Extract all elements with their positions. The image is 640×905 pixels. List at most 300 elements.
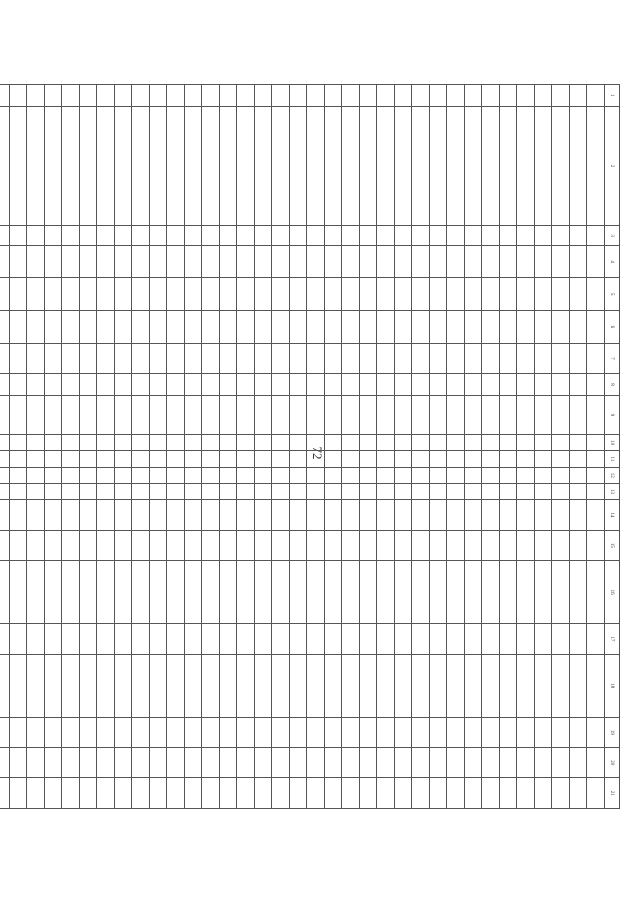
table-cell xyxy=(535,435,553,451)
table-cell xyxy=(342,435,360,451)
table-cell xyxy=(167,717,185,747)
table-cell xyxy=(132,343,150,373)
table-cell xyxy=(255,451,273,467)
table-cell xyxy=(500,106,518,226)
table-cell xyxy=(27,624,45,654)
table-cell xyxy=(517,278,535,311)
table-cell xyxy=(290,500,308,530)
table-cell xyxy=(395,483,413,499)
table-row xyxy=(535,85,553,809)
table-cell xyxy=(482,245,500,278)
table-cell xyxy=(220,85,238,107)
table-cell xyxy=(342,748,360,778)
table-cell xyxy=(447,530,465,560)
table-cell xyxy=(325,624,343,654)
table-cell xyxy=(500,311,518,344)
table-cell xyxy=(482,106,500,226)
column-number-header: 1 xyxy=(605,85,620,107)
table-cell xyxy=(395,654,413,717)
table-cell xyxy=(10,245,28,278)
table-cell xyxy=(535,467,553,483)
table-cell xyxy=(360,748,378,778)
table-cell xyxy=(10,717,28,747)
table-cell xyxy=(360,778,378,809)
table-cell xyxy=(202,778,220,809)
table-cell xyxy=(587,278,605,311)
table-cell xyxy=(570,467,588,483)
table-cell xyxy=(535,561,553,624)
table-cell xyxy=(395,85,413,107)
table-cell xyxy=(377,530,395,560)
table-cell xyxy=(500,226,518,246)
table-cell xyxy=(500,483,518,499)
table-cell xyxy=(202,226,220,246)
table-cell xyxy=(430,245,448,278)
table-cell xyxy=(552,343,570,373)
table-cell xyxy=(307,395,325,434)
table-cell xyxy=(465,226,483,246)
table-cell xyxy=(80,245,98,278)
table-cell xyxy=(307,530,325,560)
table-cell xyxy=(237,778,255,809)
table-cell xyxy=(255,530,273,560)
table-cell xyxy=(150,278,168,311)
table-cell xyxy=(570,451,588,467)
table-cell xyxy=(535,624,553,654)
column-number-header: 10 xyxy=(605,435,620,451)
column-number-row xyxy=(605,85,620,809)
table-cell xyxy=(517,483,535,499)
table-cell xyxy=(587,624,605,654)
table-cell xyxy=(290,311,308,344)
column-number-header: 20 xyxy=(605,748,620,778)
table-cell xyxy=(360,343,378,373)
table-row xyxy=(272,85,290,809)
table-cell xyxy=(360,467,378,483)
table-row xyxy=(97,85,115,809)
table-cell xyxy=(115,467,133,483)
table-cell xyxy=(465,245,483,278)
table-cell xyxy=(307,624,325,654)
column-number-header: 12 xyxy=(605,467,620,483)
table-cell xyxy=(447,654,465,717)
table-cell xyxy=(290,451,308,467)
table-cell xyxy=(80,226,98,246)
table-cell xyxy=(395,624,413,654)
table-cell xyxy=(237,530,255,560)
table-cell xyxy=(500,654,518,717)
table-cell xyxy=(500,85,518,107)
table-cell xyxy=(202,343,220,373)
table-cell xyxy=(45,311,63,344)
table-cell xyxy=(10,624,28,654)
table-cell xyxy=(465,654,483,717)
table-cell xyxy=(132,483,150,499)
table-cell xyxy=(447,395,465,434)
table-cell xyxy=(167,395,185,434)
table-cell xyxy=(80,435,98,451)
table-cell xyxy=(0,561,10,624)
table-cell xyxy=(535,85,553,107)
table-cell xyxy=(0,343,10,373)
table-cell xyxy=(27,343,45,373)
table-cell xyxy=(535,245,553,278)
table-cell xyxy=(0,467,10,483)
table-cell xyxy=(587,778,605,809)
table-cell xyxy=(167,311,185,344)
table-cell xyxy=(150,395,168,434)
table-cell xyxy=(255,395,273,434)
table-cell xyxy=(27,85,45,107)
table-row xyxy=(185,85,203,809)
table-cell xyxy=(80,311,98,344)
table-cell xyxy=(45,467,63,483)
table-cell xyxy=(482,717,500,747)
table-cell xyxy=(447,624,465,654)
table-cell xyxy=(115,778,133,809)
table-cell xyxy=(45,226,63,246)
table-cell xyxy=(167,245,185,278)
table-cell xyxy=(342,500,360,530)
table-cell xyxy=(167,106,185,226)
table-cell xyxy=(447,467,465,483)
table-cell xyxy=(132,561,150,624)
table-cell xyxy=(115,717,133,747)
table-row xyxy=(62,85,80,809)
table-cell xyxy=(465,435,483,451)
table-cell xyxy=(62,311,80,344)
table-cell xyxy=(570,311,588,344)
table-cell xyxy=(185,500,203,530)
table-cell xyxy=(377,85,395,107)
table-cell xyxy=(202,311,220,344)
table-cell xyxy=(185,343,203,373)
column-number-header: 7 xyxy=(605,343,620,373)
table-cell xyxy=(290,85,308,107)
table-cell xyxy=(255,245,273,278)
table-cell xyxy=(97,311,115,344)
table-cell xyxy=(115,561,133,624)
table-cell xyxy=(0,451,10,467)
table-cell xyxy=(272,500,290,530)
table-cell xyxy=(570,106,588,226)
table-cell xyxy=(255,748,273,778)
table-cell xyxy=(535,278,553,311)
table-cell xyxy=(45,530,63,560)
table-cell xyxy=(150,654,168,717)
table-cell xyxy=(430,778,448,809)
table-cell xyxy=(62,343,80,373)
table-cell xyxy=(412,561,430,624)
table-cell xyxy=(115,343,133,373)
table-cell xyxy=(570,530,588,560)
table-cell xyxy=(430,748,448,778)
table-cell xyxy=(430,226,448,246)
table-cell xyxy=(185,467,203,483)
table-cell xyxy=(482,748,500,778)
table-cell xyxy=(535,500,553,530)
table-cell xyxy=(80,374,98,396)
table-cell xyxy=(202,435,220,451)
table-cell xyxy=(587,561,605,624)
table-cell xyxy=(412,343,430,373)
table-cell xyxy=(132,395,150,434)
table-cell xyxy=(552,778,570,809)
table-cell xyxy=(10,435,28,451)
column-number-header: 4 xyxy=(605,245,620,278)
table-row xyxy=(255,85,273,809)
table-cell xyxy=(395,374,413,396)
table-cell xyxy=(10,778,28,809)
table-cell xyxy=(360,278,378,311)
table-cell xyxy=(377,500,395,530)
table-cell xyxy=(150,467,168,483)
table-cell xyxy=(500,343,518,373)
table-cell xyxy=(325,435,343,451)
table-cell xyxy=(255,624,273,654)
table-cell xyxy=(500,374,518,396)
table-cell xyxy=(395,451,413,467)
table-cell xyxy=(377,717,395,747)
table-cell xyxy=(290,226,308,246)
table-cell xyxy=(80,343,98,373)
table-cell xyxy=(220,226,238,246)
table-cell xyxy=(447,374,465,396)
table-cell xyxy=(307,278,325,311)
table-cell xyxy=(517,561,535,624)
table-cell xyxy=(307,778,325,809)
table-cell xyxy=(150,226,168,246)
table-cell xyxy=(237,624,255,654)
table-cell xyxy=(570,85,588,107)
table-cell xyxy=(395,530,413,560)
table-cell xyxy=(500,717,518,747)
table-cell xyxy=(255,85,273,107)
table-cell xyxy=(307,483,325,499)
table-cell xyxy=(237,245,255,278)
table-cell xyxy=(115,654,133,717)
table-cell xyxy=(45,500,63,530)
table-cell xyxy=(10,654,28,717)
table-cell xyxy=(412,778,430,809)
table-cell xyxy=(0,245,10,278)
table-cell xyxy=(447,245,465,278)
table-cell xyxy=(272,226,290,246)
table-cell xyxy=(377,467,395,483)
table-cell xyxy=(202,395,220,434)
table-cell xyxy=(185,530,203,560)
table-cell xyxy=(360,500,378,530)
table-cell xyxy=(62,435,80,451)
table-cell xyxy=(587,311,605,344)
table-cell xyxy=(132,530,150,560)
table-cell xyxy=(325,561,343,624)
table-cell xyxy=(465,106,483,226)
table-cell xyxy=(482,467,500,483)
table-row xyxy=(27,85,45,809)
table-body xyxy=(0,85,605,809)
table-row xyxy=(150,85,168,809)
table-cell xyxy=(360,395,378,434)
table-cell xyxy=(45,278,63,311)
table-cell xyxy=(167,451,185,467)
table-cell xyxy=(325,226,343,246)
table-cell xyxy=(115,500,133,530)
table-cell xyxy=(447,561,465,624)
table-cell xyxy=(447,343,465,373)
table-row xyxy=(465,85,483,809)
table-cell xyxy=(220,245,238,278)
table-cell xyxy=(10,311,28,344)
table-cell xyxy=(255,311,273,344)
table-cell xyxy=(482,500,500,530)
table-cell xyxy=(307,311,325,344)
table-cell xyxy=(10,500,28,530)
table-cell xyxy=(570,717,588,747)
table-cell xyxy=(290,245,308,278)
table-cell xyxy=(307,226,325,246)
table-cell xyxy=(97,467,115,483)
table-cell xyxy=(535,395,553,434)
table-cell xyxy=(220,748,238,778)
table-cell xyxy=(80,778,98,809)
column-number-header: 14 xyxy=(605,500,620,530)
table-cell xyxy=(587,451,605,467)
table-cell xyxy=(97,561,115,624)
table-cell xyxy=(430,395,448,434)
table-cell xyxy=(150,451,168,467)
table-cell xyxy=(395,748,413,778)
table-cell xyxy=(185,561,203,624)
table-cell xyxy=(272,561,290,624)
table-cell xyxy=(290,467,308,483)
table-cell xyxy=(0,654,10,717)
table-cell xyxy=(412,500,430,530)
table-cell xyxy=(115,748,133,778)
table-cell xyxy=(447,278,465,311)
table-cell xyxy=(185,395,203,434)
table-cell xyxy=(62,395,80,434)
table-cell xyxy=(10,226,28,246)
table-row xyxy=(500,85,518,809)
table-cell xyxy=(185,245,203,278)
table-cell xyxy=(80,395,98,434)
table-cell xyxy=(412,748,430,778)
table-cell xyxy=(535,311,553,344)
table-cell xyxy=(535,654,553,717)
table-cell xyxy=(237,748,255,778)
table-cell xyxy=(377,245,395,278)
table-cell xyxy=(255,106,273,226)
table-cell xyxy=(150,500,168,530)
table-cell xyxy=(360,561,378,624)
table-cell xyxy=(570,624,588,654)
table-cell xyxy=(290,483,308,499)
table-cell xyxy=(132,85,150,107)
table-cell xyxy=(167,748,185,778)
table-cell xyxy=(412,85,430,107)
table-cell xyxy=(570,778,588,809)
table-cell xyxy=(377,311,395,344)
table-cell xyxy=(290,778,308,809)
table-cell xyxy=(220,500,238,530)
table-cell xyxy=(412,106,430,226)
table-cell xyxy=(202,717,220,747)
table-cell xyxy=(517,530,535,560)
table-cell xyxy=(27,245,45,278)
table-cell xyxy=(45,245,63,278)
table-cell xyxy=(97,483,115,499)
table-cell xyxy=(80,467,98,483)
table-row xyxy=(202,85,220,809)
table-cell xyxy=(80,530,98,560)
table-cell xyxy=(465,451,483,467)
table-cell xyxy=(325,395,343,434)
table-cell xyxy=(447,451,465,467)
table-cell xyxy=(97,530,115,560)
table-cell xyxy=(237,717,255,747)
column-number-header: 2 xyxy=(605,106,620,226)
table-cell xyxy=(307,467,325,483)
table-cell xyxy=(307,435,325,451)
table-cell xyxy=(0,530,10,560)
table-cell xyxy=(10,106,28,226)
table-cell xyxy=(255,483,273,499)
table-cell xyxy=(395,245,413,278)
table-cell xyxy=(482,343,500,373)
table-cell xyxy=(465,561,483,624)
table-cell xyxy=(570,278,588,311)
table-cell xyxy=(482,624,500,654)
table-cell xyxy=(27,278,45,311)
table-cell xyxy=(45,748,63,778)
table-cell xyxy=(150,374,168,396)
table-cell xyxy=(132,717,150,747)
table-cell xyxy=(307,654,325,717)
table-cell xyxy=(552,654,570,717)
table-cell xyxy=(465,278,483,311)
table-cell xyxy=(395,226,413,246)
table-cell xyxy=(430,624,448,654)
table-cell xyxy=(570,435,588,451)
table-cell xyxy=(290,748,308,778)
table-cell xyxy=(272,343,290,373)
table-cell xyxy=(307,717,325,747)
table-cell xyxy=(150,483,168,499)
table-cell xyxy=(185,748,203,778)
table-row xyxy=(430,85,448,809)
table-cell xyxy=(202,451,220,467)
table-cell xyxy=(185,435,203,451)
table-cell xyxy=(115,624,133,654)
table-cell xyxy=(150,245,168,278)
table-cell xyxy=(430,717,448,747)
table-cell xyxy=(500,467,518,483)
table-cell xyxy=(307,245,325,278)
table-cell xyxy=(360,435,378,451)
table-cell xyxy=(10,85,28,107)
column-number-header: 13 xyxy=(605,483,620,499)
table-cell xyxy=(517,106,535,226)
table-cell xyxy=(80,561,98,624)
table-cell xyxy=(517,245,535,278)
table-cell xyxy=(447,778,465,809)
table-cell xyxy=(290,395,308,434)
table-cell xyxy=(27,451,45,467)
table-cell xyxy=(290,561,308,624)
table-cell xyxy=(307,374,325,396)
table-row xyxy=(237,85,255,809)
